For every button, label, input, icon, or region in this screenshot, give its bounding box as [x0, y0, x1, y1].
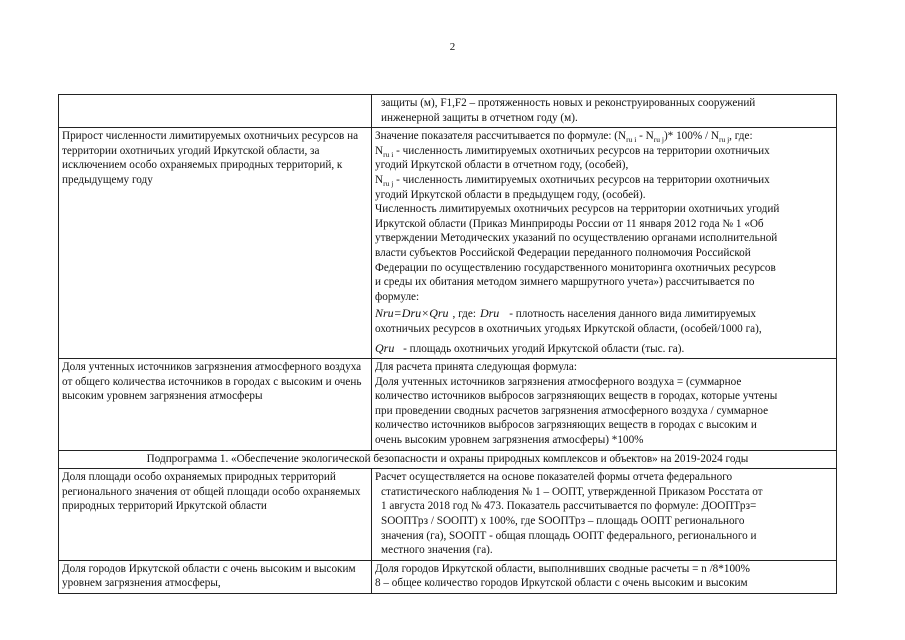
- text-line: 8 – общее количество городов Иркутской области с очень высоким и высоким: [375, 577, 748, 590]
- indicator-name-cell: Доля городов Иркутской области с очень высоким и высоким уровнем загрязнения атмосферы,: [59, 560, 372, 593]
- density-description: - плотность населения данного вида лимитируемых: [509, 308, 757, 321]
- area-description: - площадь охотничьих угодий Иркутской области (тыс. га).: [403, 342, 685, 355]
- formula-where: , где:: [452, 308, 476, 321]
- text-line: власти субъектов Российской Федерации переданного полномочия Российской: [375, 246, 751, 259]
- indicator-name-cell: Прирост численности лимитируемых охотничьих ресурсов на территории охотничьих угодий Иркутской области, за исключением особо охраняемых природных территорий, к предыдущему году: [59, 128, 372, 359]
- text-line: защиты (м), F1,F2 – протяженность новых и реконструированных сооружений: [381, 97, 756, 109]
- text-line: количество источников выбросов загрязняющих веществ в городах с высоким и: [375, 419, 757, 432]
- indicator-name-cell: Доля площади особо охраняемых природных территорий регионального значения от общей площади особо охраняемых природных территорий Иркутской области: [59, 469, 372, 561]
- text-line: 1 августа 2018 год № 473. Показатель рассчитывается по формуле: ДООПТрз=: [381, 500, 757, 513]
- page-number: 2: [449, 41, 456, 53]
- text-line: количество источников выбросов загрязняющих веществ в городах, которые учтены: [375, 390, 778, 403]
- text-line: значения (га), SOOПТ - общая площадь ООПТ федерального, регионального и: [381, 529, 757, 542]
- text-line: SOOПТрз / SOOПТ) х 100%, где SOOПТрз – площадь ООПТ регионального: [381, 515, 745, 528]
- method-cell: [372, 469, 837, 561]
- method-cell: [372, 359, 837, 451]
- text-line: Для расчета принята следующая формула:: [375, 361, 577, 374]
- text-line: $N_{ru j}$ - численность лимитируемых охотничьих ресурсов на территории охотничьих: [375, 173, 770, 189]
- text-line: инженерной защиты в отчетном году (м).: [381, 111, 578, 124]
- text-line: угодий Иркутской области в предыдущем году, (особей).: [375, 188, 646, 201]
- area-symbol: Qru: [375, 340, 395, 355]
- table-row: [59, 128, 837, 359]
- method-cell: [372, 560, 837, 593]
- text-line: Доля учтенных источников загрязнения атмосферного воздуха = (суммарное: [375, 375, 742, 388]
- text-line: Численность лимитируемых охотничьих ресурсов на территории охотничьих угодий: [375, 203, 780, 216]
- indicator-name-cell: Доля учтенных источников загрязнения атмосферного воздуха от общего количества источников в городах с высоким и очень высоким уровнем загрязнения атмосферы: [59, 359, 372, 451]
- text-line: местного значения (га).: [381, 544, 493, 557]
- text-line: Иркутской области (Приказ Минприроды России от 11 января 2012 года № 1 «Об: [375, 217, 764, 230]
- text-line: статистического наблюдения № 1 – ООПТ, утвержденной Приказом Росстата от: [381, 485, 763, 498]
- table-row: [59, 469, 837, 561]
- subprogram-title: Подпрограмма 1. «Обеспечение экологической безопасности и охраны природных комплексов и объектов» на 2019-2024 годы: [59, 450, 837, 469]
- text-line: Федерации по осуществлению государственного мониторинга охотничьих ресурсов: [375, 261, 776, 274]
- indicators-table: [58, 94, 837, 594]
- table-row: [59, 560, 837, 593]
- density-symbol: Dru: [479, 306, 500, 321]
- text-line: охотничьих ресурсов в охотничьих угодьях Иркутской области, (особей/1000 га),: [375, 322, 762, 335]
- text-line: и среды их обитания методом зимнего маршрутного учета») рассчитывается по: [375, 276, 755, 289]
- method-cell: [372, 128, 837, 359]
- formula: Nru=Dru×Qru: [375, 306, 449, 321]
- method-cell: [372, 95, 837, 128]
- text-line: угодий Иркутской области в отчетном году, (особей),: [375, 159, 629, 172]
- text-line: Расчет осуществляется на основе показателей формы отчета федерального: [375, 471, 733, 484]
- subprogram-header-row: [59, 450, 837, 469]
- text-line: при проведении сводных расчетов загрязнения атмосферного воздуха / суммарное: [375, 404, 769, 417]
- table-row: [59, 359, 837, 451]
- text-line: Доля городов Иркутской области, выполнивших сводные расчеты = n /8*100%: [375, 562, 750, 575]
- table-row: [59, 95, 837, 128]
- text-line: Значение показателя рассчитывается по формуле: $(N_{ru i} - N_{ru j})*$ $100\% / N_{ru j}$, где:: [375, 130, 753, 145]
- text-line: утверждении Методических указаний по осуществлению органами исполнительной: [375, 232, 778, 245]
- text-line: очень высоким уровнем загрязнения атмосферы) *100%: [375, 434, 644, 447]
- text-line: $N_{ru i}$ - численность лимитируемых охотничьих ресурсов на территории охотничьих: [375, 144, 770, 160]
- indicator-name-cell: [59, 95, 372, 128]
- area-line: [375, 341, 833, 357]
- text-line: формуле:: [375, 290, 420, 303]
- formula-line: [375, 306, 833, 322]
